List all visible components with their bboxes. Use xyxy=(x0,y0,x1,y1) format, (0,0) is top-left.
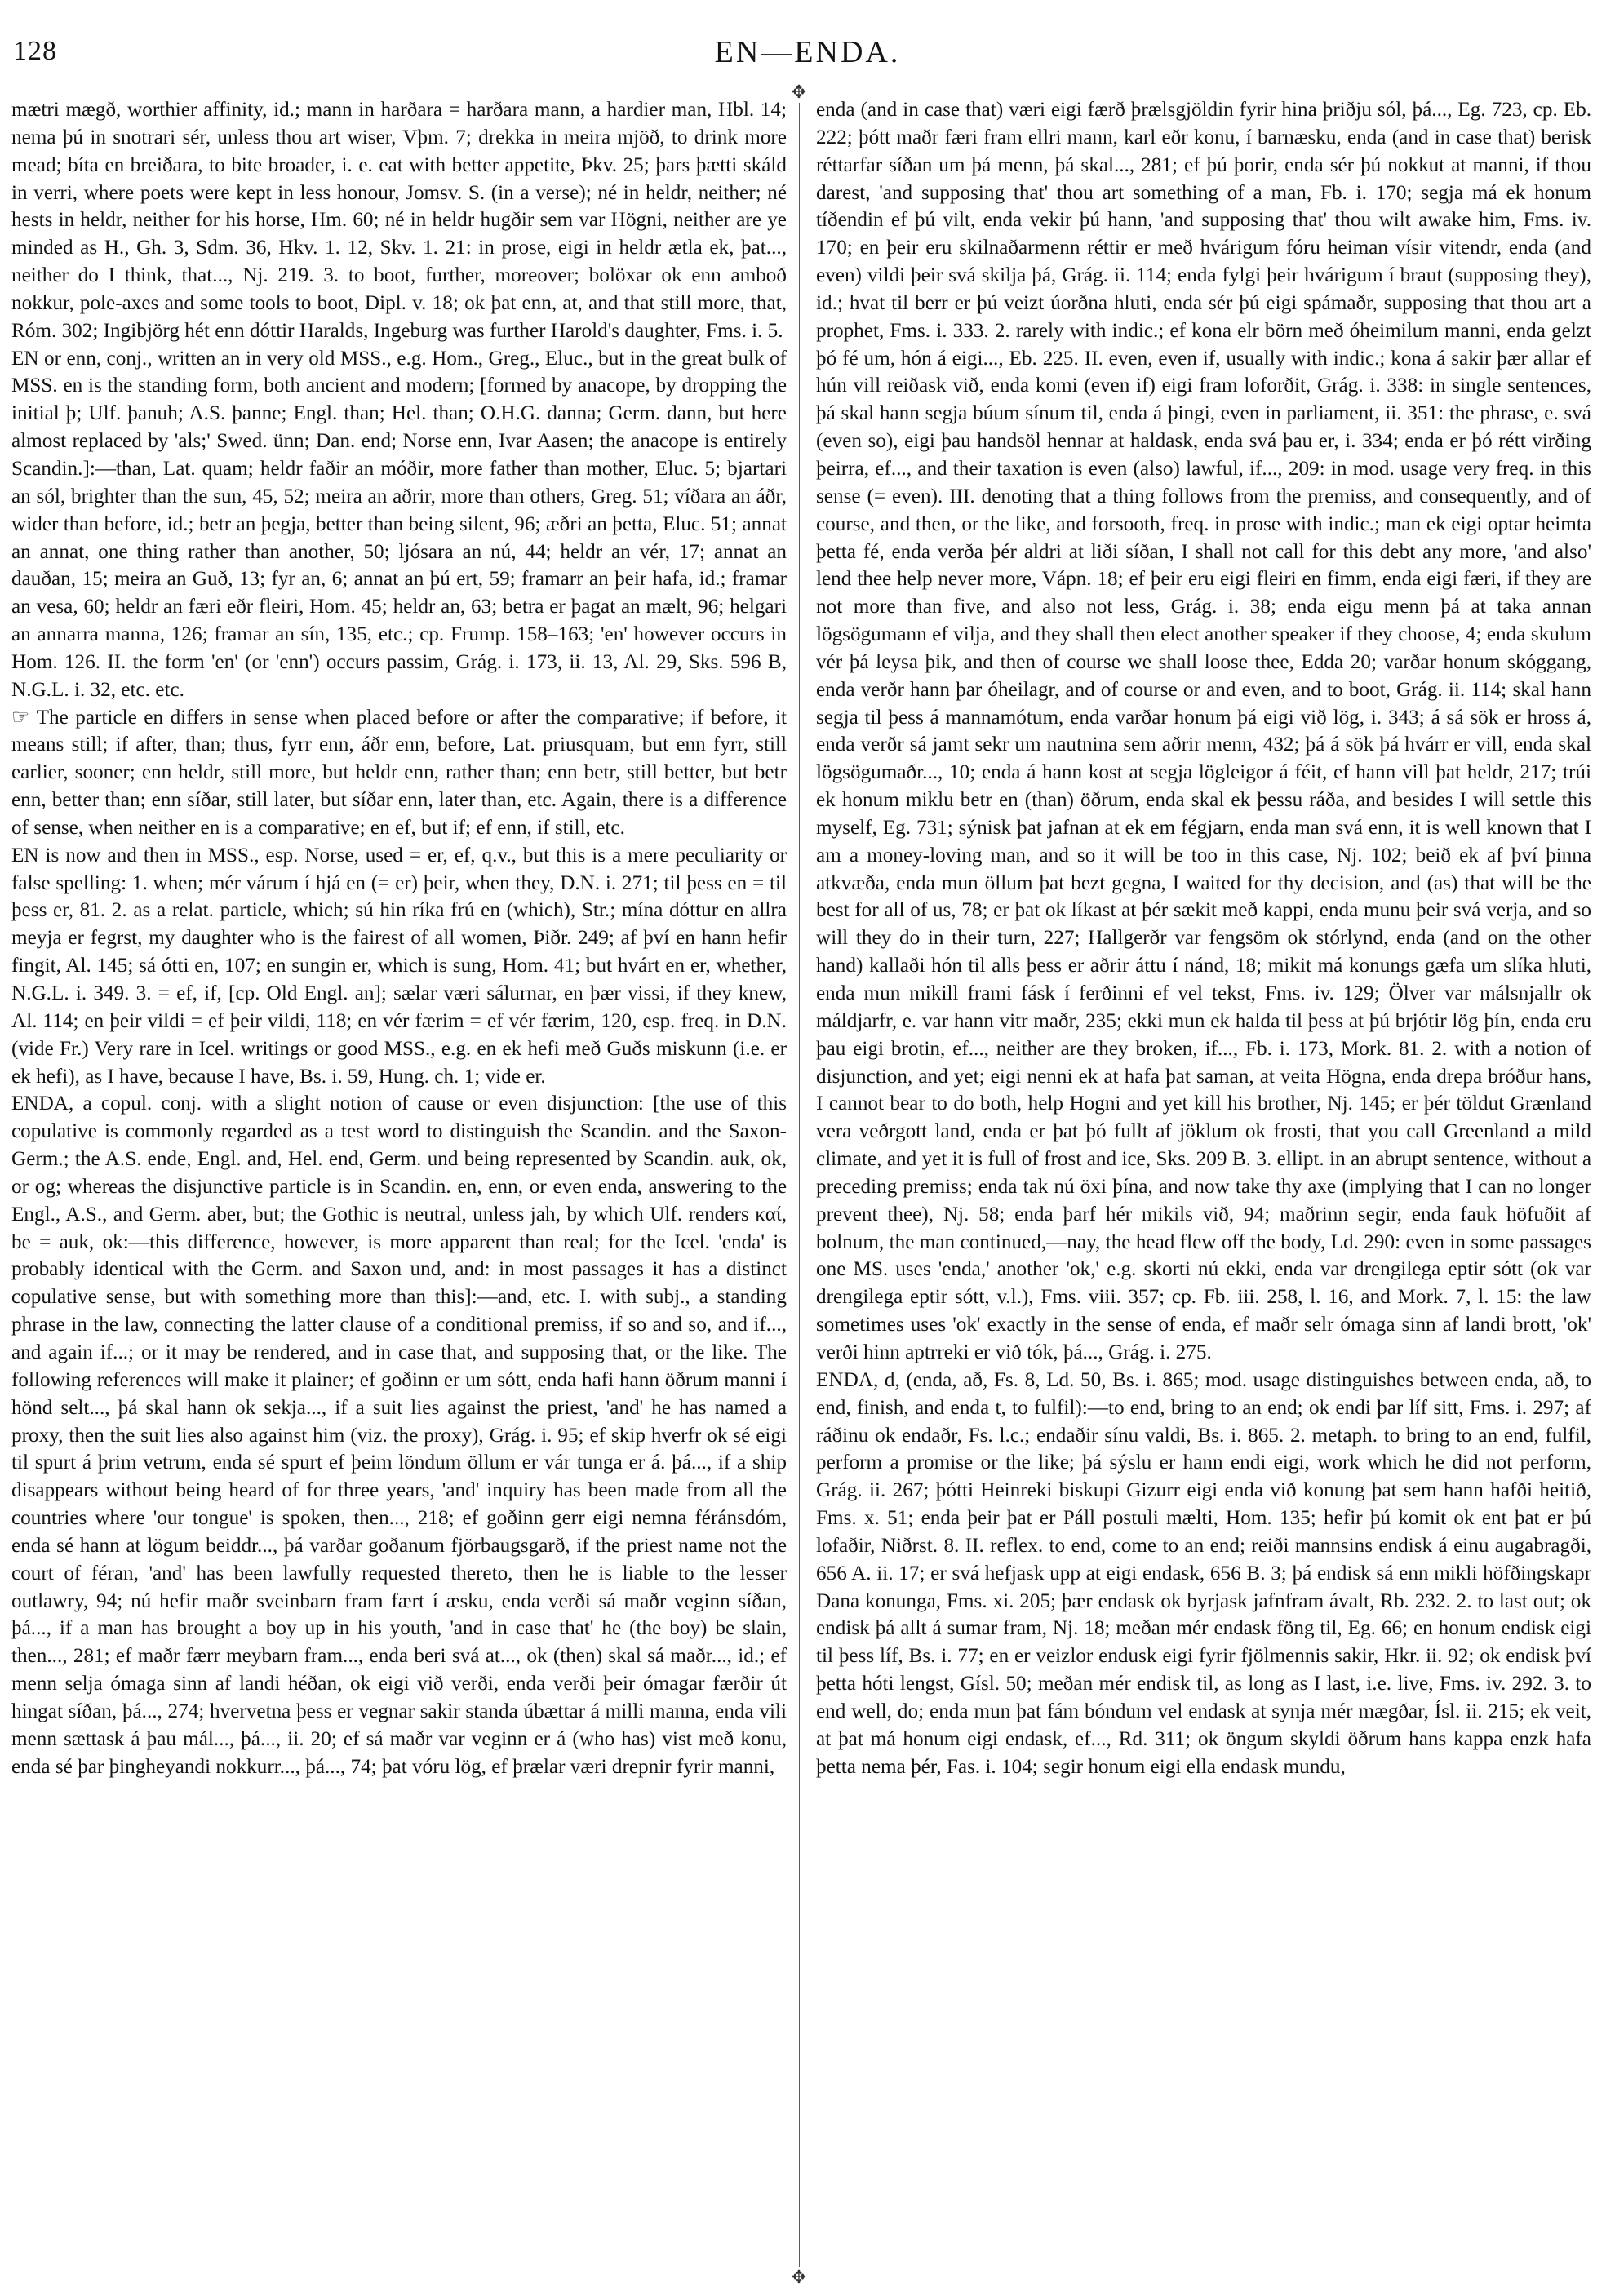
ornament-bottom-icon: ✥ xyxy=(788,2267,810,2288)
left-column xyxy=(11,96,787,2267)
running-head: EN—ENDA. xyxy=(714,35,901,69)
column-rule xyxy=(799,91,800,2278)
entry-paragraph: EN is now and then in MSS., esp. Norse, used = er, ef, q.v., but this is a mere peculiarity or false spelling: 1. when; mér várum í hjá en (= er) þeir, when they, D.N. i. 271; til þess en = til þess er, 81. 2. as a relat. particle, which; sú hin ríka frú en (which), Str.; mína dóttur en allra meyja er fegrst, my daughter who is the fairest of all women, Þiðr. 249; af því en hann hefir fingit, Al. 145; sá ótti en, 107; en sungin er, which is sung, Hom. 41; but hvárt en er, whether, N.G.L. i. 349. 3. = ef, if, [cp. Old Engl. an]; sælar væri sálurnar, en þær vissi, if they knew, Al. 114; en þeir vildi = ef þeir vildi, 118; en vér færim = ef vér færim, 120, esp. freq. in D.N. (vide Fr.) Very rare in Icel. writings or good MSS., e.g. en ek hefi með Guðs miskunn (i.e. er ek hefi), as I have, because I have, Bs. i. 59, Hung. ch. 1; vide er. xyxy=(11,844,787,1088)
entry-paragraph: enda (and in case that) væri eigi færð þrælsgjöldin fyrir hina þriðju sól, þá..., Eg. 723, cp. Eb. 222; þótt maðr færi fram ellri mann, karl eðr konu, í barnæsku, enda (and in case that) berisk réttarfar síðan um þá menn, þá skal..., 281; ef þú þorir, enda sér þú nokkut at manni, if thou darest, 'and supposing that' thou art something of a man, Fb. i. 170; segja má ek honum tíðendin ef þú vilt, enda vekir þú hann, 'and supposing that' thou wilt awake him, Fms. iv. 170; en þeir eru skilnaðarmenn réttir er með hvárigum fóru heiman vísir vitendr, enda (and even) vildi þeir svá skilja þá, Grág. ii. 114; enda fylgi þeir hvárigum í braut (supposing they), id.; hvat til berr er þú veizt úorðna hluti, enda sér þú eigi spámaðr, supposing that thou art a prophet, Fms. i. 333. 2. rarely with indic.; ef kona elr börn með óheimilum manni, enda gelzt þó fé um, hón á eigi..., Eb. 225. II. even, even if, usually with indic.; kona á sakir þær allar ef hún vill reiðask við, enda komi (even if) eigi fram loforðit, Grág. i. 338: in single sentences, þá skal hann segja búum sínum til, enda á þingi, even in parliament, ii. 351: the phrase, e. svá (even so), eigi þau handsöl hennar at haldask, enda svá þau er, i. 334; enda er þó rétt virðing þeirra, ef..., and their taxation is even (also) lawful, if..., 209: in mod. usage very freq. in this sense (= even). III. denoting that a thing follows from the premiss, and consequently, and of course, and then, or the like, and forsooth, freq. in prose with indic.; man ek eigi optar heimta þetta fé, enda verða þér aldri at liði síðan, I shall not call for this debt any more, 'and also' lend thee help never more, Vápn. 18; ef þeir eru eigi fleiri en fimm, enda eigi færi, if they are not more than five, and also not less, Grág. i. 38; enda eigu menn þá at taka annan lögsögumann ef vilja, and they shall then elect another speaker if they choose, 4; enda skulum vér þá leysa þik, and then of course we shall loose thee, Edda 20; varðar honum skóggang, enda verðr hann þar óheilagr, and of course or and even, and to boot, Grág. ii. 114; skal hann segja til þess á mannamótum, enda varðar honum þá eigi við lög, i. 343; á sá sök er hross á, enda verðr sá jamt sekr um nautnina sem aðrir menn, 432; þá á sök þá hvárr er vill, enda skal lögsögumaðr..., 10; enda á hann kost at segja lögleigor á féit, ef hann vill þat heldr, 217; trúi ek honum miklu betr en (than) öðrum, enda skal ek þessu ráða, and besides I will settle this myself, Eg. 731; sýnisk þat jafnan at ek em fégjarn, enda man svá enn, it is well known that I am a money-loving man, and so it will be too in this case, Nj. 102; beið ek af því þinna atkvæða, enda mun öllum þat bezt gegna, I waited for thy decision, and (as) that will be the best for all of us, 78; er þat ok líkast at þér sækit með kappi, enda munu þeir svá verja, and so will they do in their turn, 227; Hallgerðr var fengsöm ok stórlynd, enda (and on the other hand) kallaði hón til alls þess er aðrir áttu í nánd, 18; mikit má konungs gæfa um slíka hluti, enda mun mikill frami fásk í ferðinni ef vel tekst, Fms. iv. 129; Ölver var málsnjallr ok máldjarfr, e. var hann vitr maðr, 235; ekki mun ek halda til þess at þú brjótir lög þín, enda eru þau eigi brotin, ef..., neither are they broken, if..., Fb. i. 173, Mork. 81. 2. with a notion of disjunction, and yet; eigi nenni ek at hafa þat saman, at veita Högna, enda drepa bróður hans, I cannot bear to do both, help Hogni and yet kill his brother, Nj. 145; er þér töldut Grænland vera veðrgott land, enda er þat þó fullt af jöklum ok frosti, that you call Greenland a mild climate, and yet it is full of frost and ice, Sks. 209 B. 3. ellipt. in an abrupt sentence, without a preceding premiss; enda tak nú öxi þína, and now take thy axe (implying that I can no longer prevent thee), Nj. 58; enda þarf hér mikils við, 94; maðrinn segir, enda fauk höfuðit af bolnum, the man continued,—nay, the head flew off the body, Ld. 290: even in some passages one MS. uses 'enda,' another 'ok,' e.g. skorti nú ekki, enda var drengilega eptir sótt (ok var drengilega eptir sótt, v.l.), Fms. viii. 357; cp. Fb. iii. 258, l. 16, and Mork. 7, l. 15: the law sometimes uses 'ok' exactly in the sense of enda, ef maðr selr ómaga sinn af landi brott, 'ok' verði hinn aptrreki er við tók, þá..., Grág. i. 275. xyxy=(816,99,1591,1363)
right-column xyxy=(816,96,1591,2267)
ornament-top-icon: ✥ xyxy=(788,82,810,103)
page-number: 128 xyxy=(13,36,57,66)
entry-paragraph: EN or enn, conj., written an in very old MSS., e.g. Hom., Greg., Eluc., but in the great bulk of MSS. en is the standing form, both ancient and modern; [formed by anacope, by dropping the initial þ; Ulf. þanuh; A.S. þanne; Engl. than; Hel. than; O.H.G. danna; Germ. dann, but here almost replaced by 'als;' Swed. ünn; Dan. end; Norse enn, Ivar Aasen; the anacope is entirely Scandin.]:—than, Lat. quam; heldr faðir an móðir, more father than mother, Eluc. 5; bjartari an sól, brighter than the sun, 45, 52; meira an aðrir, more than others, Greg. 51; víðara an áðr, wider than before, id.; betr an þegja, better than being silent, 96; æðri an þetta, Eluc. 51; annat an annat, one thing rather than another, 50; ljósara an nú, 44; heldr an vér, 17; annat an dauðan, 15; meira an Guð, 13; fyr an, 6; annat an þú ert, 59; framarr an þeir hafa, id.; framar an vesa, 60; heldr an færi eðr fleiri, Hom. 45; heldr an, 63; betra er þagat an mælt, 96; helgari an annarra manna, 126; framar an sín, 135, etc.; cp. Frump. 158–163; 'en' however occurs in Hom. 126. II. the form 'en' (or 'enn') occurs passim, Grág. i. 173, ii. 13, Al. 29, Sks. 596 B, N.G.L. i. 32, etc. etc. xyxy=(11,347,787,701)
entry-paragraph: ENDA, d, (enda, að, Fs. 8, Ld. 50, Bs. i. 865; mod. usage distinguishes between enda, að, to end, finish, and enda t, to fulfil):—to end, bring to an end; ok endi þar líf sitt, Fms. i. 297; af ráðinu ok endaðr, Fs. l.c.; endaðir sínu valdi, Bs. i. 865. 2. metaph. to bring to an end, fulfil, perform a promise or the like; þá sýslu er hann endi eigi, work which he did not perform, Grág. ii. 267; þótti Heinreki biskupi Gizurr eigi enda við konung þat sem hann hafði heitið, Fms. x. 51; enda þeir þat er Páll postuli mælti, Hom. 135; hefir þú komit ok ent þat er þú lofaðir, Niðrst. 8. II. reflex. to end, come to an end; reiði mannsins endisk á einu augabragði, 656 A. ii. 17; er svá hefjask upp at eigi endask, 656 B. 3; þá endisk sá enn mikli höfðingskapr Dana konunga, Fms. xi. 205; þær endask ok byrjask jafnfram ávalt, Rb. 232. 2. to last out; ok endisk þá allt á sumar fram, Nj. 18; meðan mér endask föng til, Eg. 66; en honum endisk eigi til þess líf, Bs. i. 77; en er veizlor endusk eigi fyrir fjölmennis sakir, Hkr. ii. 92; ok endisk því þetta hóti lengst, Gísl. 50; meðan mér endisk til, as long as I last, i.e. live, Fms. iv. 292. 3. to end well, do; enda mun þat fám bóndum vel endask at synja mér mægðar, Ísl. ii. 215; ek veit, at þat má honum eigi endask, ef..., Rd. 311; ok öngum skyldi öðrum hans kappa enzk hafa þetta nema þér, Fas. i. 104; segir honum eigi ella endask mundu, xyxy=(816,1368,1591,1778)
entry-paragraph: mætri mægð, worthier affinity, id.; mann in harðara = harðara mann, a hardier man, Hbl. 14; nema þú in snotrari sér, unless thou art wiser, Vþm. 7; drekka in meira mjöð, to drink more mead; bíta en breiðara, to bite broader, i. e. eat with better appetite, Þkv. 25; þars þætti skáld in verri, where poets were kept in less honour, Jomsv. S. (in a verse); né in heldr, neither; né hests in heldr, neither for his horse, Hm. 60; né in heldr hugðir sem var Högni, neither are ye minded as H., Gh. 3, Sdm. 36, Hkv. 1. 12, Skv. 1. 21: in prose, eigi in heldr ætla ek, þat..., neither do I think, that..., Nj. 219. 3. to boot, further, moreover; bolöxar ok enn amboð nokkur, pole-axes and some tools to boot, Dipl. v. 18; ok þat enn, at, and that still more, that, Róm. 302; Ingibjörg hét enn dóttir Haralds, Ingeburg was further Harold's daughter, Fms. i. 5. xyxy=(11,99,787,342)
entry-paragraph: ENDA, a copul. conj. with a slight notion of cause or even disjunction: [the use of this copulative is commonly regarded as a test word to distinguish the Scandin. and the Saxon-Germ.; the A.S. ende, Engl. and, Hel. end, Germ. und being represented by Scandin. auk, ok, or og; whereas the disjunctive particle is in Scandin. en, enn, or even enda, answering to the Engl., A.S., and Germ. aber, but; the Gothic is neutral, unless jah, by which Ulf. renders καί, be = auk, ok:—this difference, however, is more apparent than real; for the Icel. 'enda' is probably identical with the Germ. and Saxon und, and: in most passages it has a distinct copulative sense, but with something more than this]:—and, etc. I. with subj., a standing phrase in the law, connecting the latter clause of a conditional premiss, if so and so, and if..., and again if...; or it may be rendered, and in case that, and supposing that, or the like. The following references will make it plainer; ef goðinn er um sótt, enda hafi hann öðrum manni í hönd selt..., þá skal hann ok sekja..., if a suit lies against the priest, 'and' he has named a proxy, then the suit lies also against him (viz. the proxy), Grág. i. 95; ef skip hverfr ok sé eigi til spurt á þrim vetrum, enda sé spurt ef þeim löndum öllum er vár tunga er á. þá..., if a ship disappears without being heard of for three years, 'and' inquiry has been made from all the countries where 'our tongue' is spoken, then..., 218; ef goðinn gerr eigi nemna féránsdóm, enda sé hann at lögum beiddr..., þá varðar goðanum fjörbaugsgarð, if the priest name not the court of féran, 'and' has been lawfully requested thereto, then he is liable to the lesser outlawry, 94; nú hefir maðr sveinbarn fram fært í æsku, enda verði sá maðr veginn síðan, þá..., if a man has brought a boy up in his youth, 'and in case that' he (the boy) be slain, then..., 281; ef maðr færr meybarn fram..., enda beri svá at..., ok (then) skal sá maðr..., id.; ef menn selja ómaga sinn af landi héðan, ok eigi við verði, enda verði þeir ómagar færðir út hingat síðan, þá..., 274; hvervetna þess er vegnar sakir standa úbættar á milli manna, enda vili menn sættask á þau mál..., þá..., ii. 20; ef sá maðr var veginn er á (who has) vist með konu, enda sé þar þingheyandi nokkurr..., þá..., 74; þat vóru lög, ef þrælar væri drepnir fyrir manni, xyxy=(11,1093,787,1778)
entry-paragraph: ☞ The particle en differs in sense when placed before or after the comparative; if before, it means still; if after, than; thus, fyrr enn, áðr enn, before, Lat. priusquam, but enn fyrr, still earlier, sooner; enn heldr, still more, but heldr enn, rather than; enn betr, still better, but betr enn, better than; enn síðar, still later, but síðar enn, later than, etc. Again, there is a difference of sense, when neither en is a comparative; en ef, but if; ef enn, if still, etc. xyxy=(11,706,787,839)
